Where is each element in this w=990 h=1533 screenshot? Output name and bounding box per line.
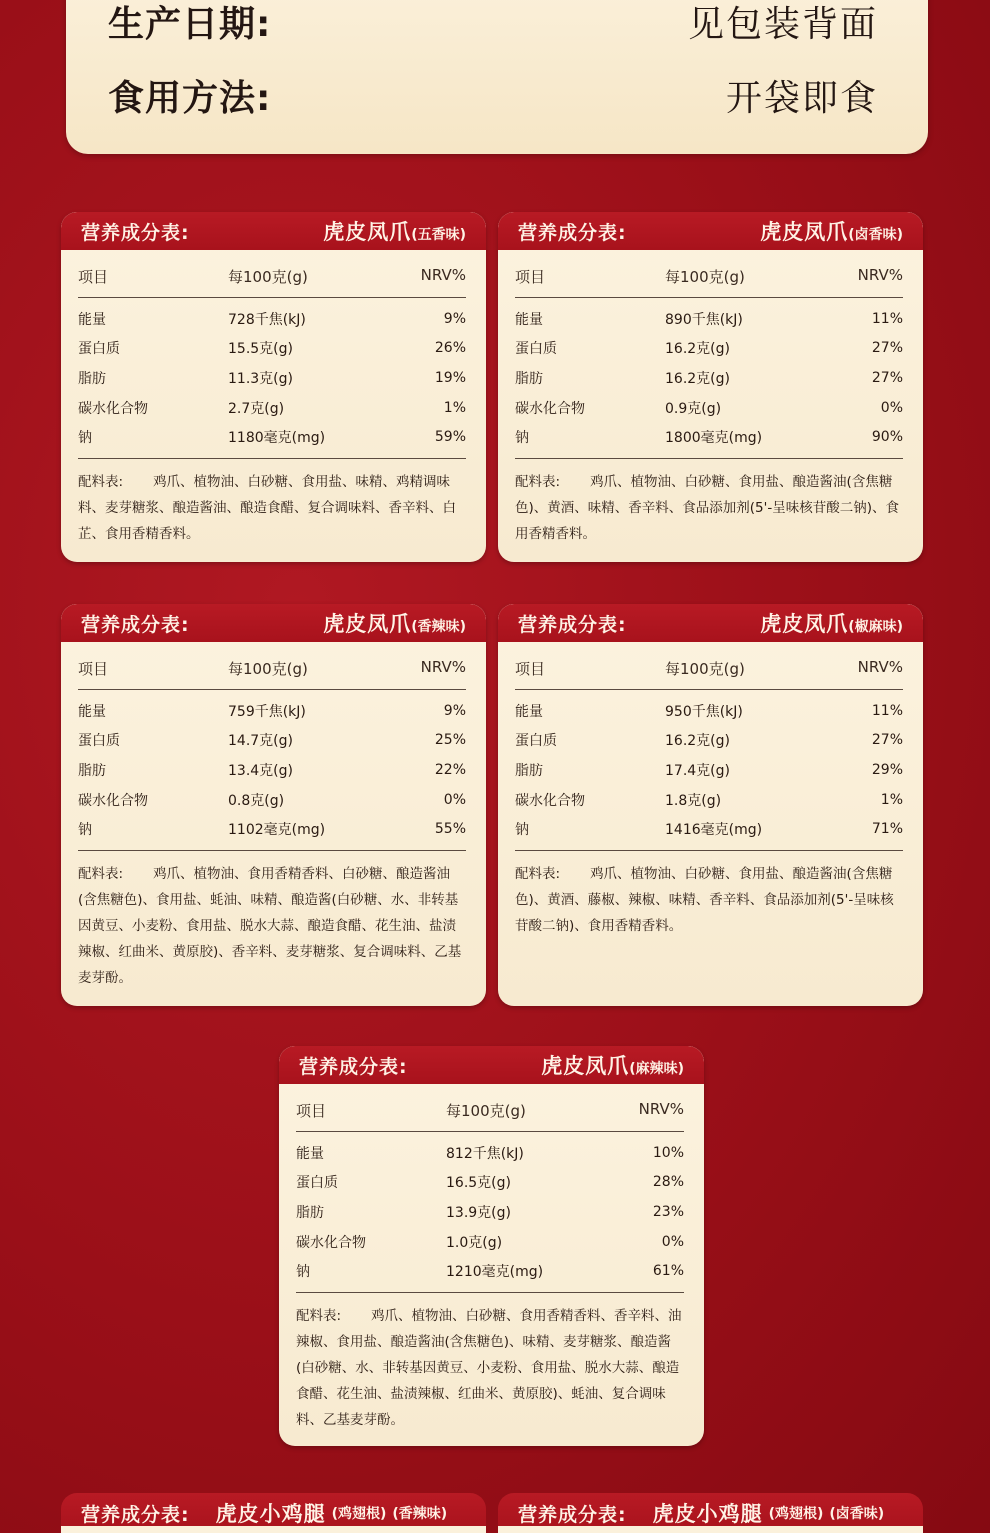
table-row: 蛋白质 16.5克(g) 28% bbox=[296, 1174, 684, 1192]
table-header: 项目 每100克(g) NRV% bbox=[515, 650, 903, 690]
production-date-row bbox=[108, 0, 878, 47]
table-row: 能量 759千焦(kJ) 9% bbox=[78, 702, 466, 720]
panel-flavor: (香辣味) bbox=[392, 1506, 448, 1522]
table-row: 蛋白质 16.2克(g) 27% bbox=[515, 732, 903, 750]
panel-header bbox=[498, 212, 923, 250]
usage-label: 食用方法: bbox=[108, 78, 272, 119]
panel-body-edge bbox=[498, 1526, 923, 1533]
ingredients-list: 配料表: 鸡爪、植物油、白砂糖、食用盐、味精、鸡精调味料、麦芽糖浆、酿造酱油、酿造食醋、复合调味料、香辛料、白芷、食用香精香料。 bbox=[78, 473, 456, 542]
production-date-label: 生产日期: bbox=[108, 4, 272, 45]
ingredients-list: 配料表: 鸡爪、植物油、食用香精香料、白砂糖、酿造酱油(含焦糖色)、食用盐、蚝油、味精、酿造酱(白砂糖、水、非转基因黄豆、小麦粉、食用盐、脱水大蒜、酿造食醋、花生油、盐渍辣椒、红曲米、黄原胶)、香辛料、麦芽糖浆、复合调味料、乙基麦芽酚。 bbox=[78, 865, 462, 986]
nutrition-panel-xiangla bbox=[61, 604, 486, 1006]
panel-product-name: 虎皮凤爪(香辣味) bbox=[323, 611, 466, 636]
usage-row bbox=[108, 70, 878, 121]
table-row: 蛋白质 14.7克(g) 25% bbox=[78, 732, 466, 750]
table-row: 碳水化合物 2.7克(g) 1% bbox=[78, 399, 466, 417]
panel-title: 营养成分表: bbox=[518, 1503, 627, 1526]
table-header: 项目 每100克(g) NRV% bbox=[78, 258, 466, 298]
nutrition-table bbox=[78, 690, 466, 851]
panel-cut: (鸡翅根) bbox=[768, 1506, 824, 1522]
nutrition-panel-jiaoma bbox=[498, 604, 923, 1006]
panel-title: 营养成分表: bbox=[518, 221, 627, 244]
nutrition-table bbox=[515, 298, 903, 459]
table-row: 碳水化合物 0.8克(g) 0% bbox=[78, 791, 466, 809]
panel-product-name: 虎皮凤爪(五香味) bbox=[323, 219, 466, 244]
ingredients-list: 配料表: 鸡爪、植物油、白砂糖、食用盐、酿造酱油(含焦糖色)、黄酒、藤椒、辣椒、味精、香辛料、食品添加剂(5'-呈味核苷酸二钠)、食用香精香料。 bbox=[515, 865, 894, 934]
table-row: 能量 890千焦(kJ) 11% bbox=[515, 310, 903, 328]
panel-header bbox=[498, 604, 923, 642]
nutrition-panel-luxiang bbox=[498, 212, 923, 562]
table-row: 能量 812千焦(kJ) 10% bbox=[296, 1144, 684, 1162]
panel-product-name: 虎皮凤爪(麻辣味) bbox=[541, 1053, 684, 1078]
panel-header bbox=[61, 604, 486, 642]
table-row: 钠 1416毫克(mg) 71% bbox=[515, 821, 903, 839]
panel-title: 营养成分表: bbox=[81, 1503, 190, 1526]
table-header: 项目 每100克(g) NRV% bbox=[515, 258, 903, 298]
product-info-card bbox=[66, 0, 928, 154]
table-row: 钠 1210毫克(mg) 61% bbox=[296, 1263, 684, 1281]
panel-title: 营养成分表: bbox=[81, 221, 190, 244]
table-row: 蛋白质 15.5克(g) 26% bbox=[78, 340, 466, 358]
nutrition-table bbox=[296, 1132, 684, 1293]
panel-title: 营养成分表: bbox=[299, 1055, 408, 1078]
table-row: 碳水化合物 1.8克(g) 1% bbox=[515, 791, 903, 809]
table-row: 碳水化合物 1.0克(g) 0% bbox=[296, 1233, 684, 1251]
table-row: 脂肪 11.3克(g) 19% bbox=[78, 369, 466, 387]
table-header: 项目 每100克(g) NRV% bbox=[78, 650, 466, 690]
panel-header bbox=[61, 212, 486, 250]
table-row: 碳水化合物 0.9克(g) 0% bbox=[515, 399, 903, 417]
table-row: 能量 950千焦(kJ) 11% bbox=[515, 702, 903, 720]
table-row: 蛋白质 16.2克(g) 27% bbox=[515, 340, 903, 358]
table-row: 能量 728千焦(kJ) 9% bbox=[78, 310, 466, 328]
table-row: 脂肪 13.9克(g) 23% bbox=[296, 1203, 684, 1221]
nutrition-panel-wuxiang bbox=[61, 212, 486, 562]
nutrition-table bbox=[515, 690, 903, 851]
panel-product-name: 虎皮小鸡腿 bbox=[215, 1501, 326, 1526]
panel-header bbox=[279, 1046, 704, 1084]
table-row: 钠 1102毫克(mg) 55% bbox=[78, 821, 466, 839]
table-header: 项目 每100克(g) NRV% bbox=[296, 1092, 684, 1132]
panel-product-name: 虎皮小鸡腿 bbox=[652, 1501, 763, 1526]
ingredients-list: 配料表: 鸡爪、植物油、白砂糖、食用盐、酿造酱油(含焦糖色)、黄酒、味精、香辛料、食品添加剂(5'-呈味核苷酸二钠)、食用香精香料。 bbox=[515, 473, 899, 542]
panel-product-name: 虎皮凤爪(椒麻味) bbox=[760, 611, 903, 636]
table-row: 钠 1180毫克(mg) 59% bbox=[78, 429, 466, 447]
table-row: 脂肪 16.2克(g) 27% bbox=[515, 369, 903, 387]
usage-value: 开袋即食 bbox=[725, 78, 878, 119]
nutrition-table bbox=[78, 298, 466, 459]
panel-flavor: (卤香味) bbox=[829, 1506, 885, 1522]
production-date-value: 见包装背面 bbox=[687, 4, 878, 45]
panel-body-edge bbox=[61, 1526, 486, 1533]
nutrition-panel-mala bbox=[279, 1046, 704, 1446]
table-row: 脂肪 13.4克(g) 22% bbox=[78, 761, 466, 779]
panel-cut: (鸡翅根) bbox=[331, 1506, 387, 1522]
panel-title: 营养成分表: bbox=[81, 613, 190, 636]
ingredients-list: 配料表: 鸡爪、植物油、白砂糖、食用香精香料、香辛料、油辣椒、食用盐、酿造酱油(含焦糖色)、味精、麦芽糖浆、酿造酱(白砂糖、水、非转基因黄豆、小麦粉、食用盐、脱水大蒜、酿造食醋、花生油、盐渍辣椒、红曲米、黄原胶)、蚝油、复合调味料、乙基麦芽酚。 bbox=[296, 1307, 682, 1428]
panel-product-name: 虎皮凤爪(卤香味) bbox=[760, 219, 903, 244]
table-row: 钠 1800毫克(mg) 90% bbox=[515, 429, 903, 447]
table-row: 脂肪 17.4克(g) 29% bbox=[515, 761, 903, 779]
panel-title: 营养成分表: bbox=[518, 613, 627, 636]
